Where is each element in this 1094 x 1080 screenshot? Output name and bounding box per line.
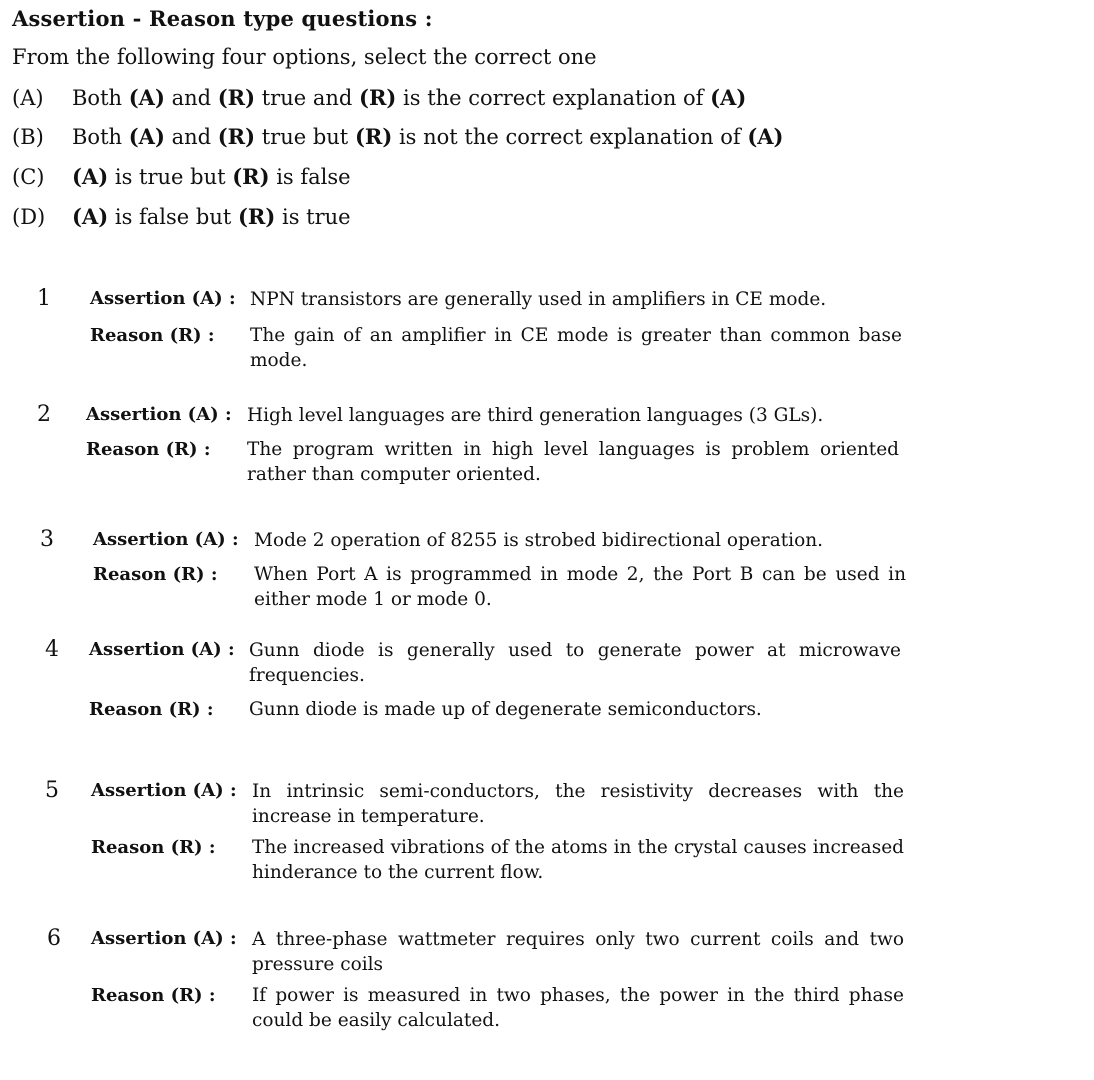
question-number: 2 <box>37 402 51 427</box>
option-bold-segment: (A) <box>72 164 109 189</box>
assertion-text: Gunn diode is generally used to generate power at microwave frequencies. <box>249 640 901 686</box>
option-text <box>72 165 351 189</box>
option-bold-segment: (A) <box>128 85 165 110</box>
assertion-text: High level languages are third generation languages (3 GLs). <box>247 405 824 426</box>
option-label: (A) <box>12 86 44 110</box>
option-text-segment: is not the correct explanation of <box>392 125 748 149</box>
section-heading: Assertion - Reason type questions : <box>12 6 433 31</box>
option-text-segment: is false but <box>108 205 238 229</box>
question-number: 5 <box>45 778 59 803</box>
option-bold-segment: (R) <box>217 124 256 149</box>
option-text <box>72 125 784 149</box>
option-bold-segment: (A) <box>747 124 784 149</box>
reason-text: Gunn diode is made up of degenerate semiconductors. <box>249 699 762 720</box>
assertion-label: Assertion (A) : <box>93 529 239 550</box>
question-number: 6 <box>47 926 61 951</box>
option-bold-segment: (A) <box>710 85 747 110</box>
assertion-label: Assertion (A) : <box>91 780 237 801</box>
reason-label: Reason (R) : <box>90 325 215 346</box>
option-text-segment: is true but <box>108 165 233 189</box>
option-text-segment: and <box>164 86 218 110</box>
assertion-text: A three-phase wattmeter requires only two current coils and two pressure coils <box>252 929 904 975</box>
instruction-text: From the following four options, select the correct one <box>12 45 597 69</box>
option-d <box>12 204 351 229</box>
question-number: 3 <box>40 527 54 552</box>
option-bold-segment: (R) <box>217 85 256 110</box>
option-label: (D) <box>12 205 46 229</box>
option-text <box>72 205 351 229</box>
option-bold-segment: (R) <box>354 124 393 149</box>
question-number: 1 <box>37 286 51 311</box>
option-b <box>12 124 784 149</box>
assertion-text: In intrinsic semi-conductors, the resistivity decreases with the increase in temperature. <box>252 781 904 827</box>
option-bold-segment: (R) <box>359 85 397 110</box>
assertion-text: NPN transistors are generally used in amplifiers in CE mode. <box>250 289 827 310</box>
option-text-segment: is the correct explanation of <box>396 86 711 110</box>
option-bold-segment: (A) <box>128 124 165 149</box>
option-bold-segment: (R) <box>232 164 270 189</box>
reason-text: The program written in high level languages is problem oriented rather than computer oriented. <box>247 439 899 485</box>
option-text-segment: true but <box>255 125 355 149</box>
option-c <box>12 164 351 189</box>
assertion-label: Assertion (A) : <box>86 404 232 425</box>
assertion-label: Assertion (A) : <box>90 288 236 309</box>
assertion-label: Assertion (A) : <box>91 928 237 949</box>
option-text-segment: is true <box>275 205 351 229</box>
assertion-text: Mode 2 operation of 8255 is strobed bidirectional operation. <box>254 530 824 551</box>
option-text <box>72 86 746 110</box>
option-label: (B) <box>12 125 44 149</box>
option-bold-segment: (R) <box>238 204 276 229</box>
assertion-label: Assertion (A) : <box>89 639 235 660</box>
question-number: 4 <box>45 637 59 662</box>
option-text-segment: Both <box>72 125 129 149</box>
option-text-segment: Both <box>72 86 129 110</box>
reason-text: The increased vibrations of the atoms in the crystal causes increased hinderance to the current flow. <box>252 837 904 883</box>
reason-label: Reason (R) : <box>91 837 216 858</box>
option-text-segment: true and <box>255 86 360 110</box>
option-label: (C) <box>12 165 45 189</box>
reason-label: Reason (R) : <box>89 699 214 720</box>
reason-label: Reason (R) : <box>86 439 211 460</box>
option-bold-segment: (A) <box>72 204 109 229</box>
option-text-segment: is false <box>269 165 351 189</box>
reason-text: The gain of an amplifier in CE mode is greater than common base mode. <box>250 325 902 371</box>
reason-label: Reason (R) : <box>91 985 216 1006</box>
reason-text: If power is measured in two phases, the power in the third phase could be easily calculated. <box>252 985 904 1031</box>
reason-text: When Port A is programmed in mode 2, the Port B can be used in either mode 1 or mode 0. <box>254 564 906 610</box>
option-text-segment: and <box>164 125 218 149</box>
reason-label: Reason (R) : <box>93 564 218 585</box>
option-a <box>12 85 746 110</box>
